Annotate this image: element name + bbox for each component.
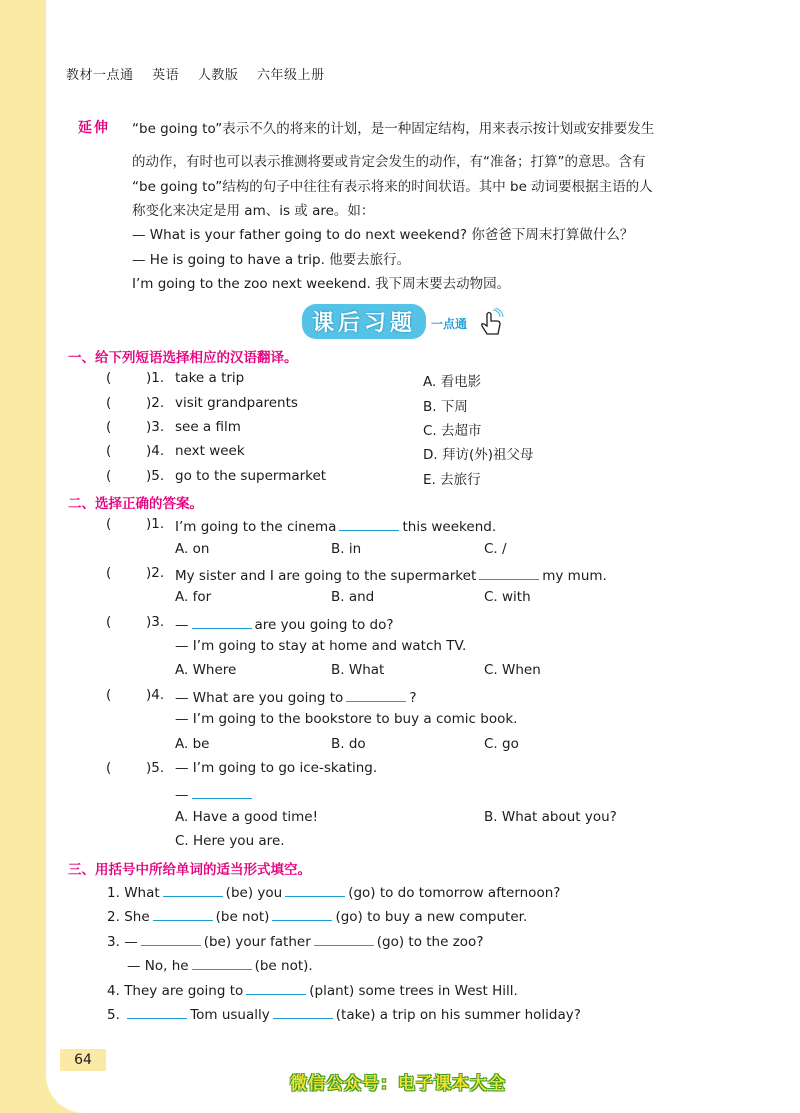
answer-blank[interactable] — [339, 516, 399, 531]
question-stem: — — [124, 934, 138, 950]
question-stem: My sister and I are going to the supermarket — [175, 568, 477, 584]
answer-bracket[interactable]: ( — [106, 370, 112, 386]
choice-a: A. Have a good time! — [175, 809, 319, 825]
extension-line: 的动作，有时也可以表示推测将要或肯定会发生的动作，有“准备；打算”的意思。含有 — [132, 154, 646, 170]
question-stem: (go) to the zoo? — [376, 934, 484, 950]
translation-option: E. 去旅行 — [423, 472, 481, 488]
question-stem: my mum. — [542, 568, 607, 584]
choice-c: C. with — [484, 589, 531, 605]
question-number: )1. — [146, 516, 165, 532]
dialogue-line — [175, 784, 255, 803]
answer-blank[interactable] — [314, 931, 374, 946]
answer-bracket[interactable]: ( — [106, 419, 112, 435]
phrase: go to the supermarket — [175, 468, 327, 484]
answer-blank[interactable] — [346, 687, 406, 702]
answer-bracket[interactable]: ( — [106, 614, 112, 630]
answer-bracket[interactable]: ( — [106, 760, 112, 776]
question-stem: What — [124, 885, 160, 901]
choice-b: B. and — [331, 589, 375, 605]
question-number: )3. — [146, 419, 165, 435]
grade-name: 六年级上册 — [256, 68, 325, 83]
answer-bracket[interactable]: ( — [106, 687, 112, 703]
question-stem: (be not) — [215, 909, 270, 925]
extension-example: — He is going to have a trip. 他要去旅行。 — [132, 252, 411, 268]
pointing-hand-icon — [478, 308, 504, 338]
translation-option: D. 拜访(外)祖父母 — [423, 447, 534, 463]
dialogue-dash: — — [175, 787, 189, 803]
answer-blank[interactable] — [479, 565, 539, 580]
book-name: 教材一点通 — [66, 68, 134, 83]
question-number: 5. — [107, 1007, 120, 1023]
answer-blank[interactable] — [246, 980, 306, 995]
question-number: )5. — [146, 760, 165, 776]
question-number: 1. — [107, 885, 120, 901]
choice-b: B. do — [331, 736, 366, 752]
choice-b: B. What — [331, 662, 385, 678]
answer-bracket[interactable]: ( — [106, 565, 112, 581]
extension-line: “be going to”结构的句子中往往有表示将来的时间状语。其中 be 动词要根据主语的人 — [132, 179, 653, 195]
question-stem: (plant) some trees in West Hill. — [309, 983, 518, 999]
choice-c: C. When — [484, 662, 541, 678]
question-stem: (be not). — [254, 958, 313, 974]
edition-name: 人教版 — [197, 68, 239, 83]
question-number: )4. — [146, 443, 165, 459]
question-stem: (take) a trip on his summer holiday? — [335, 1007, 581, 1023]
answer-blank[interactable] — [163, 882, 223, 897]
question-stem: this weekend. — [402, 519, 497, 535]
answer-blank[interactable] — [153, 906, 213, 921]
translation-option: C. 去超市 — [423, 423, 482, 439]
question-text: — I’m going to go ice-skating. — [175, 760, 378, 776]
fill-question — [127, 955, 313, 974]
translation-option: A. 看电影 — [423, 374, 482, 390]
answer-blank[interactable] — [141, 931, 201, 946]
question-number: )2. — [146, 565, 165, 581]
answer-blank[interactable] — [192, 784, 252, 799]
question-number: )4. — [146, 687, 165, 703]
question-stem: They are going to — [124, 983, 244, 999]
extension-line: “be going to”表示不久的将来的计划，是一种固定结构，用来表示按计划或安排要发生 — [132, 121, 655, 137]
question-stem: (be) you — [225, 885, 283, 901]
question-number: )2. — [146, 395, 165, 411]
fill-question — [107, 1004, 581, 1023]
fill-question — [107, 931, 483, 950]
choice-a: A. for — [175, 589, 212, 605]
question-stem: (go) to do tomorrow afternoon? — [348, 885, 561, 901]
question-stem: ? — [409, 690, 417, 706]
page-header — [66, 64, 338, 83]
answer-blank[interactable] — [192, 955, 252, 970]
footer-watermark: 微信公众号：电子课本大全 — [290, 1074, 506, 1094]
question-stem: She — [124, 909, 150, 925]
question-stem: Tom usually — [190, 1007, 270, 1023]
choice-b: B. What about you? — [484, 809, 617, 825]
question-text — [175, 614, 394, 633]
question-stem: (be) your father — [203, 934, 311, 950]
question-stem: — What are you going to — [175, 690, 344, 706]
banner-title: 课后习题 — [302, 304, 426, 339]
question-stem: — No, he — [127, 958, 189, 974]
question-text — [175, 565, 607, 584]
choice-a: A. be — [175, 736, 210, 752]
exercise-banner — [302, 300, 502, 340]
choice-b: B. in — [331, 541, 362, 557]
extension-tag: 延伸 — [78, 120, 110, 136]
choice-c: C. go — [484, 736, 519, 752]
section-title: 二、选择正确的答案。 — [68, 496, 203, 512]
question-text — [175, 687, 417, 706]
question-stem: (go) to buy a new computer. — [335, 909, 528, 925]
question-number: )5. — [146, 468, 165, 484]
question-stem: I’m going to the cinema — [175, 519, 337, 535]
dialogue-line: — I’m going to the bookstore to buy a comic book. — [175, 711, 518, 727]
answer-blank[interactable] — [127, 1004, 187, 1019]
answer-bracket[interactable]: ( — [106, 468, 112, 484]
extension-example: — What is your father going to do next weekend? 你爸爸下周末打算做什么？ — [132, 227, 634, 243]
page-number: 64 — [60, 1049, 106, 1071]
fill-question — [107, 906, 527, 925]
choice-a: A. Where — [175, 662, 237, 678]
phrase: next week — [175, 443, 245, 459]
question-number: )3. — [146, 614, 165, 630]
answer-bracket[interactable]: ( — [106, 516, 112, 532]
fill-question — [107, 882, 560, 901]
question-number: 3. — [107, 934, 120, 950]
question-number: 2. — [107, 909, 120, 925]
question-stem: are you going to do? — [254, 617, 394, 633]
phrase: take a trip — [175, 370, 245, 386]
phrase: see a film — [175, 419, 241, 435]
answer-blank[interactable] — [285, 882, 345, 897]
fill-question — [107, 980, 518, 999]
section-title: 三、用括号中所给单词的适当形式填空。 — [68, 862, 311, 878]
choice-c: C. / — [484, 541, 507, 557]
answer-bracket[interactable]: ( — [106, 395, 112, 411]
question-number: 4. — [107, 983, 120, 999]
choice-a: A. on — [175, 541, 210, 557]
question-stem: — — [175, 617, 189, 633]
answer-bracket[interactable]: ( — [106, 443, 112, 459]
phrase: visit grandparents — [175, 395, 298, 411]
extension-example: I’m going to the zoo next weekend. 我下周末要去动物园。 — [132, 276, 511, 292]
question-number: )1. — [146, 370, 165, 386]
answer-blank[interactable] — [273, 1004, 333, 1019]
banner-subtitle: 一点通 — [428, 315, 470, 332]
question-text — [175, 516, 496, 535]
answer-blank[interactable] — [272, 906, 332, 921]
subject-name: 英语 — [152, 68, 180, 83]
extension-line: 称变化来决定是用 am、is 或 are。如： — [132, 203, 375, 219]
translation-option: B. 下周 — [423, 399, 468, 415]
dialogue-line: — I’m going to stay at home and watch TV. — [175, 638, 467, 654]
answer-blank[interactable] — [192, 614, 252, 629]
section-title: 一、给下列短语选择相应的汉语翻译。 — [68, 350, 298, 366]
choice-c: C. Here you are. — [175, 833, 285, 849]
